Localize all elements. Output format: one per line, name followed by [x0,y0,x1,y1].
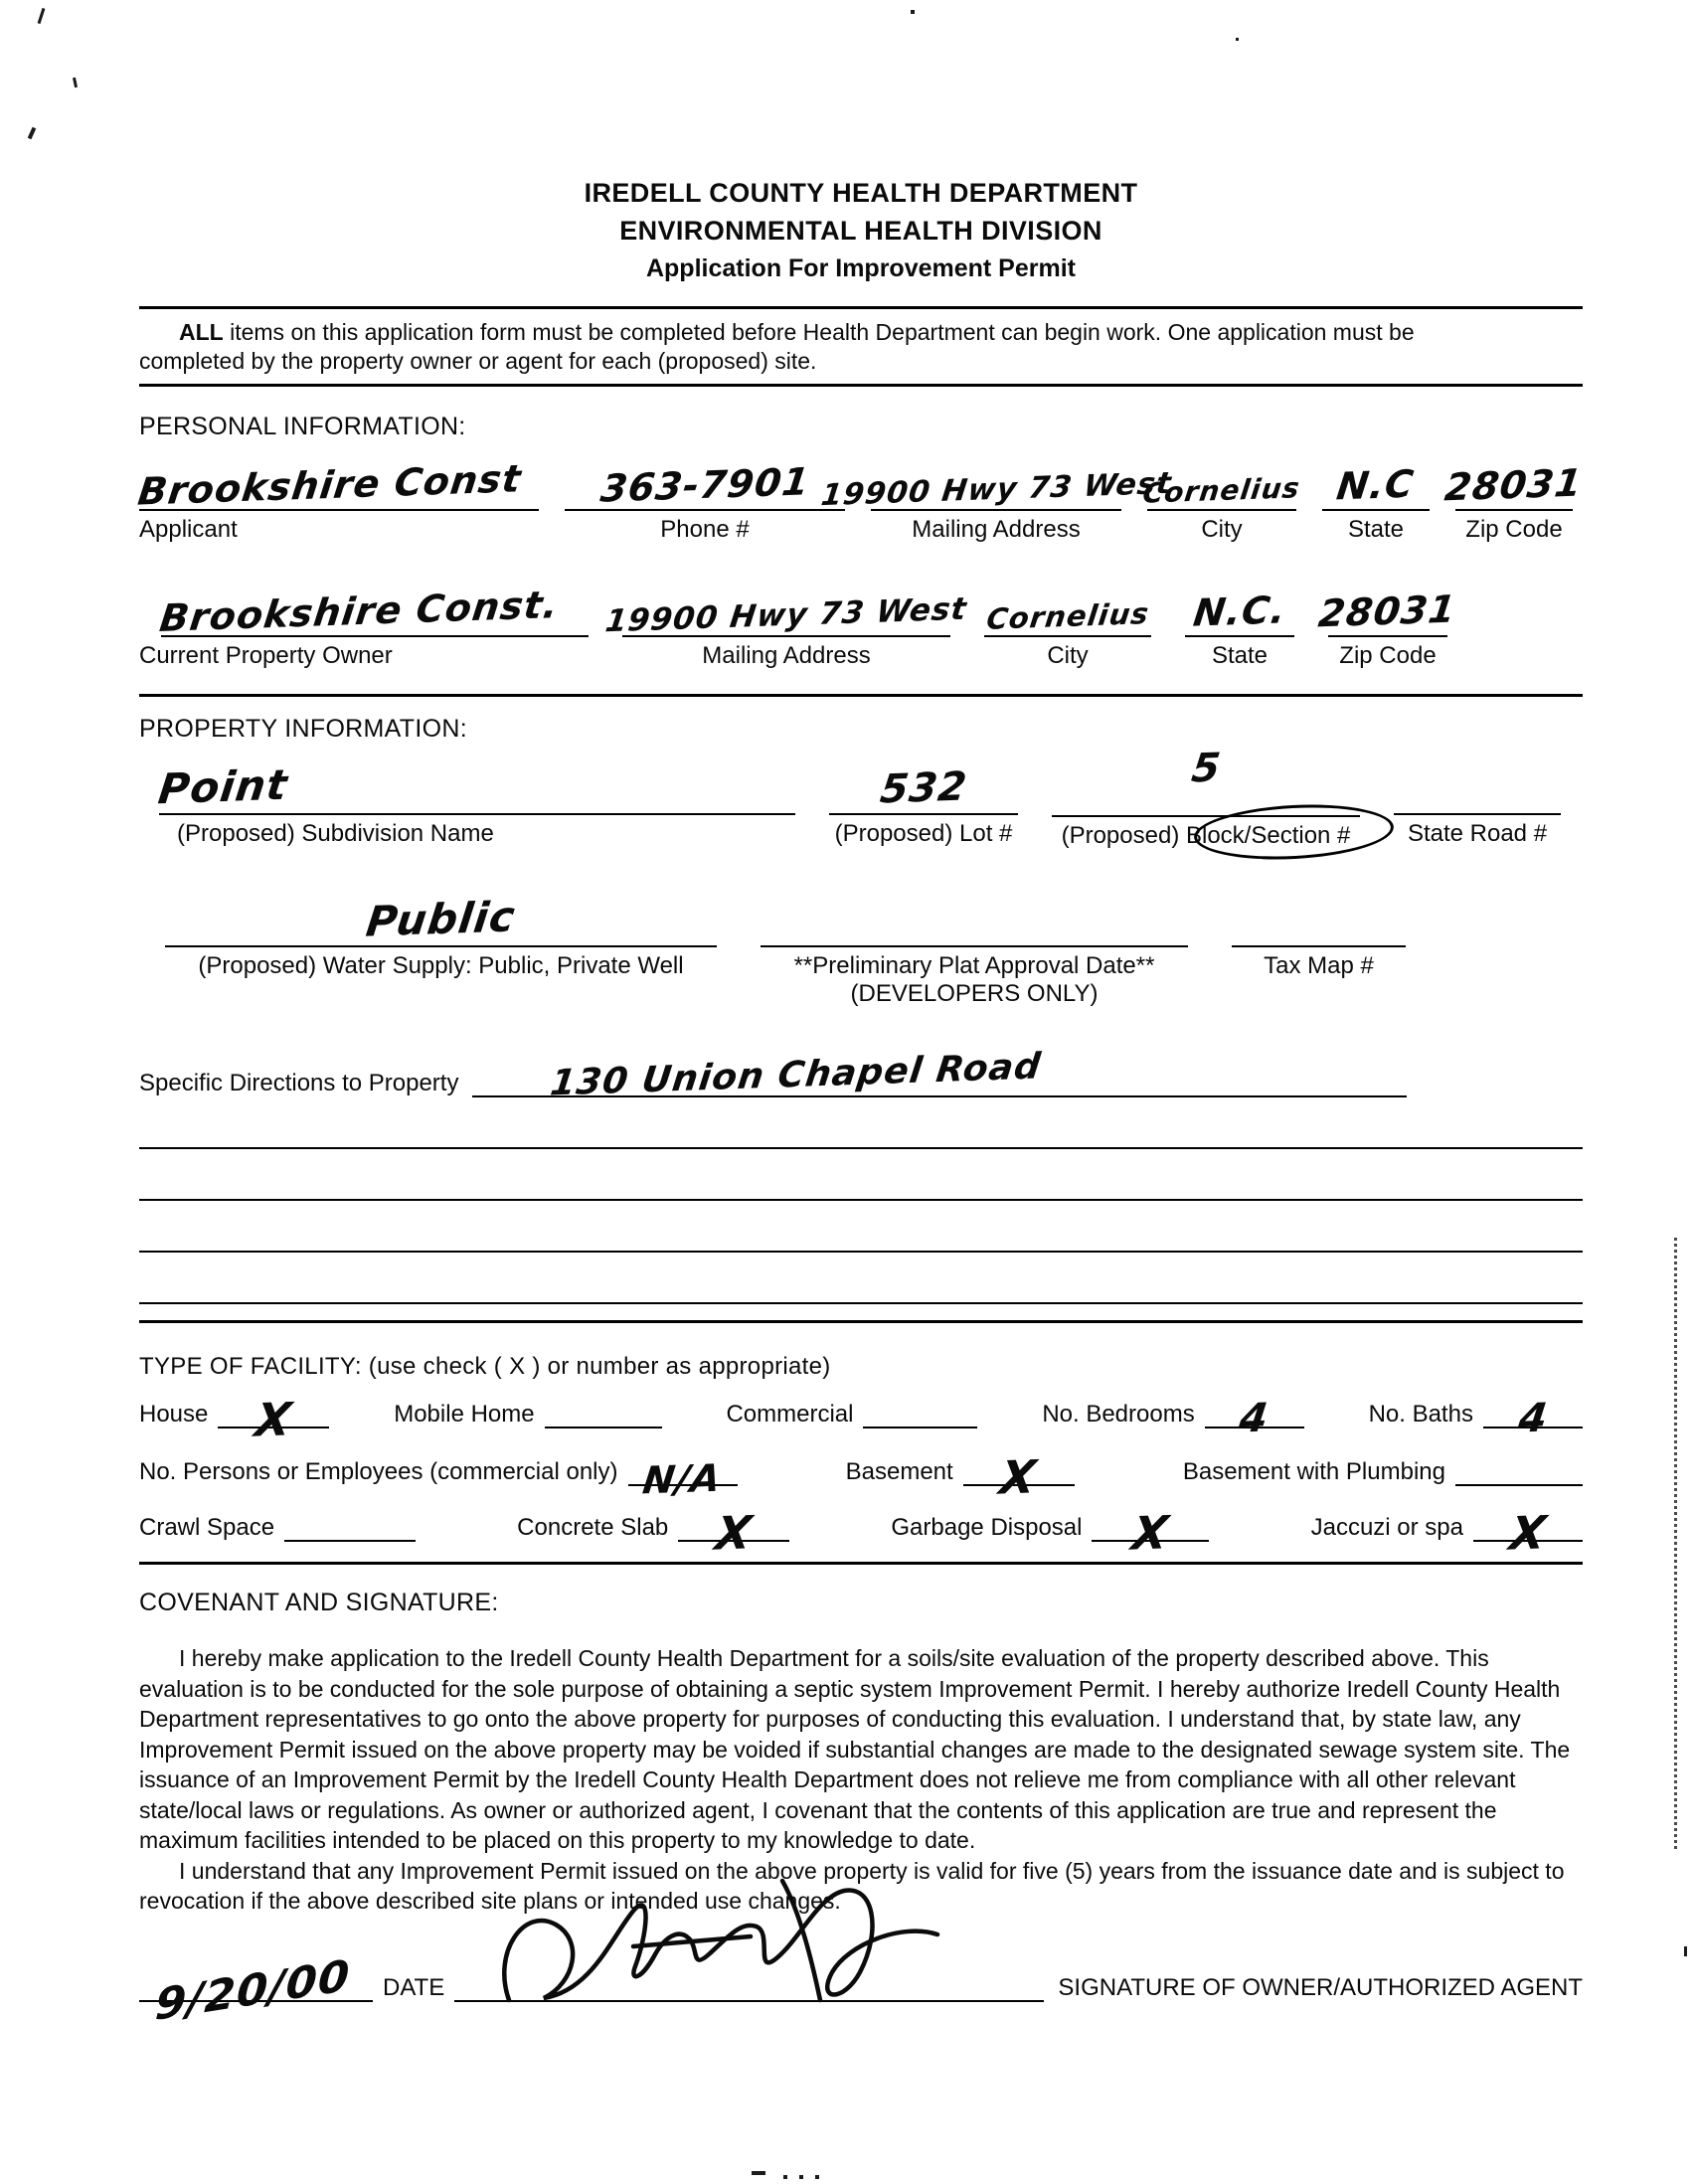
persons-group [139,1455,738,1502]
property-row-2 [165,876,1583,1008]
scan-artifact [1674,1238,1677,1849]
concrete-slab-group [517,1505,789,1561]
baths-field [1483,1395,1583,1442]
city-value: Cornelius [1140,471,1303,510]
state-label: State [1347,516,1405,543]
city-label: City [1201,516,1243,543]
personal-info-heading: PERSONAL INFORMATION: [139,413,466,440]
commercial-field [863,1427,977,1428]
intro-bold: ALL [179,319,224,345]
city-value-2: Cornelius [984,596,1151,636]
facility-row-1 [139,1392,1583,1447]
zip-field-2 [1316,572,1459,637]
plat-approval-label: **Preliminary Plat Approval Date** [793,952,1155,979]
blank-write-line [139,1201,1583,1253]
plat-approval-field [761,876,1188,947]
zip-label: Zip Code [1465,516,1563,543]
directions-label: Specific Directions to Property [139,1070,459,1096]
blank-write-line [139,1097,1583,1149]
department-title: IREDELL COUNTY HEALTH DEPARTMENT [584,178,1138,208]
mobile-home-group [394,1401,661,1428]
crawl-space-group [139,1514,416,1542]
mailing-address-label-2: Mailing Address [702,642,871,669]
plat-approval-sublabel: (DEVELOPERS ONLY) [850,980,1099,1007]
mailing-address-value-2: 19900 Hwy 73 West [603,590,969,640]
form-header [139,174,1583,287]
applicant-value: Brookshire Const [135,456,525,514]
blank-write-line [139,1149,1583,1201]
signature-row [139,1927,1583,2031]
bedrooms-group [1042,1395,1303,1442]
commercial-group [726,1401,977,1428]
baths-group [1368,1395,1583,1442]
crawl-space-label: Crawl Space [139,1514,275,1541]
block-section-label: (Proposed) Block/Section # [1052,817,1360,850]
covenant-paragraph-2: I understand that any Improvement Permit issued on the above property is valid for five (5) years from the issuance date and is subject to revocation if the above described site plans or intended use changes. [139,1857,1565,1914]
scan-artifact [38,8,46,24]
personal-row-2 [139,572,1583,670]
state-road-label: State Road # [1407,820,1548,847]
phone-value: 363-7901 [597,459,812,511]
divider [139,306,1583,309]
bedrooms-label: No. Bedrooms [1042,1401,1195,1428]
tax-map-field [1232,876,1406,947]
scan-artifact [799,2175,803,2179]
block-section-value: 5 [1188,745,1224,792]
bedrooms-field [1205,1395,1304,1442]
state-field-2 [1185,572,1294,637]
mailing-address-field [818,445,1174,514]
facility-row-2 [139,1449,1583,1505]
directions-value: 130 Union Chapel Road [548,1046,1045,1104]
owner-label: Current Property Owner [139,642,393,669]
state-label-2: State [1211,642,1269,669]
baths-value: 4 [1515,1395,1551,1442]
basement-plumbing-group [1183,1458,1583,1486]
applicant-field [135,445,539,514]
persons-label: No. Persons or Employees (commercial only) [139,1458,618,1485]
form-title: Application For Improvement Permit [645,254,1076,282]
phone-label: Phone # [660,516,750,543]
lot-field [829,744,1018,815]
intro-note [139,318,1449,376]
jaccuzi-check: X [1506,1505,1550,1561]
facility-row-3 [139,1505,1583,1561]
state-value-2: N.C. [1190,588,1289,635]
house-label: House [139,1401,209,1428]
state-value: N.C [1334,461,1418,509]
water-supply-label: (Proposed) Water Supply: Public, Private Well [198,952,684,979]
signature-field [454,1927,1044,2002]
baths-label: No. Baths [1368,1401,1473,1428]
mobile-home-label: Mobile Home [394,1401,535,1428]
garbage-disposal-group [891,1505,1209,1561]
lot-value: 532 [877,763,970,813]
blank-write-line [139,1253,1583,1304]
directions-field [472,1046,1407,1104]
division-title: ENVIRONMENTAL HEALTH DIVISION [619,216,1102,246]
basement-plumbing-field [1455,1484,1583,1486]
personal-row-1 [135,445,1586,544]
commercial-label: Commercial [726,1401,854,1428]
bedrooms-value: 4 [1237,1395,1272,1442]
scan-artifact [73,78,78,87]
garbage-disposal-check: X [1128,1505,1173,1561]
covenant-heading: COVENANT AND SIGNATURE: [139,1589,499,1616]
lot-label: (Proposed) Lot # [834,820,1013,847]
scan-artifact [911,10,915,14]
scan-artifact [815,2175,819,2179]
water-supply-field [165,876,717,947]
state-field [1322,445,1430,511]
basement-label: Basement [845,1458,953,1485]
date-value: 9/20/00 [153,1949,352,2031]
house-group [139,1392,329,1447]
mailing-address-label: Mailing Address [912,516,1081,543]
date-field [139,1927,373,2031]
tax-map-label: Tax Map # [1264,952,1374,979]
owner-value: Brookshire Const. [157,583,562,640]
block-section-field [1052,744,1360,817]
signature-label: SIGNATURE OF OWNER/AUTHORIZED AGENT [1058,1973,1583,2001]
owner-field [157,572,589,640]
jaccuzi-field [1473,1505,1583,1561]
house-check: X [252,1392,296,1447]
city-field [1140,445,1303,511]
scan-artifact [28,127,37,140]
property-info-heading: PROPERTY INFORMATION: [139,715,467,743]
scan-artifact [1684,1946,1687,1956]
zip-value: 28031 [1442,460,1586,510]
mailing-address-field-2 [603,572,969,640]
divider [139,694,1583,697]
concrete-slab-field [678,1505,789,1561]
subdivision-label: (Proposed) Subdivision Name [177,820,494,847]
directions-row [139,1046,1583,1104]
scan-artifact [783,2175,787,2179]
divider [139,384,1583,387]
city-label-2: City [1047,642,1089,669]
scan-artifact [1236,38,1239,41]
city-field-2 [984,572,1151,637]
intro-text: items on this application form must be completed before Health Department can begin work. One application must be completed by the property owner or agent for each (proposed) site. [139,319,1415,374]
applicant-label: Applicant [139,516,238,543]
state-road-field [1394,744,1561,815]
concrete-slab-label: Concrete Slab [517,1514,669,1541]
covenant-paragraph-1: I hereby make application to the Iredell County Health Department for a soils/site evaluation of the property described above. This evaluation is to be conducted for the sole purpose of obtaining a septic system Improvement Permit. I hereby authorize Iredell County Health Department representatives to go onto the above property for purposes of conducting this evaluation. I understand that, by state law, any Improvement Permit issued on the above property may be voided if substantial changes are made to the designated sewage system site. The issuance of an Improvement Permit by the Iredell County Health Department does not relieve me from compliance with all other relevant state/local laws or regulations. As owner or authorized agent, I covenant that the contents of this application are true and represent the maximum facilities intended to be placed on this property to my knowledge to date. [139,1645,1571,1853]
zip-field [1442,445,1586,511]
phone-field [565,445,845,511]
house-field [218,1392,329,1447]
persons-field [628,1455,738,1502]
zip-value-2: 28031 [1316,587,1459,636]
date-label: DATE [383,1973,445,2001]
mailing-address-value: 19900 Hwy 73 West [818,465,1174,514]
divider [139,1562,1583,1565]
concrete-slab-check: X [712,1505,756,1561]
property-row-1 [155,744,1583,850]
mobile-home-field [545,1427,662,1428]
basement-group [845,1449,1075,1505]
scan-artifact [752,2171,765,2175]
basement-field [963,1449,1075,1505]
subdivision-value: Point [155,759,291,814]
zip-label-2: Zip Code [1339,642,1437,669]
garbage-disposal-field [1092,1505,1209,1561]
facility-heading: TYPE OF FACILITY: (use check ( X ) or number as appropriate) [139,1353,831,1380]
basement-plumbing-label: Basement with Plumbing [1182,1458,1445,1485]
divider [139,1320,1583,1323]
persons-value: N/A [640,1455,725,1502]
signature-scribble [484,1873,951,2022]
garbage-disposal-label: Garbage Disposal [891,1514,1083,1541]
jaccuzi-label: Jaccuzi or spa [1310,1514,1463,1541]
water-supply-value: Public [363,892,519,946]
crawl-space-field [284,1540,416,1542]
subdivision-field [155,744,795,815]
jaccuzi-group [1310,1505,1583,1561]
basement-check: X [997,1449,1041,1505]
